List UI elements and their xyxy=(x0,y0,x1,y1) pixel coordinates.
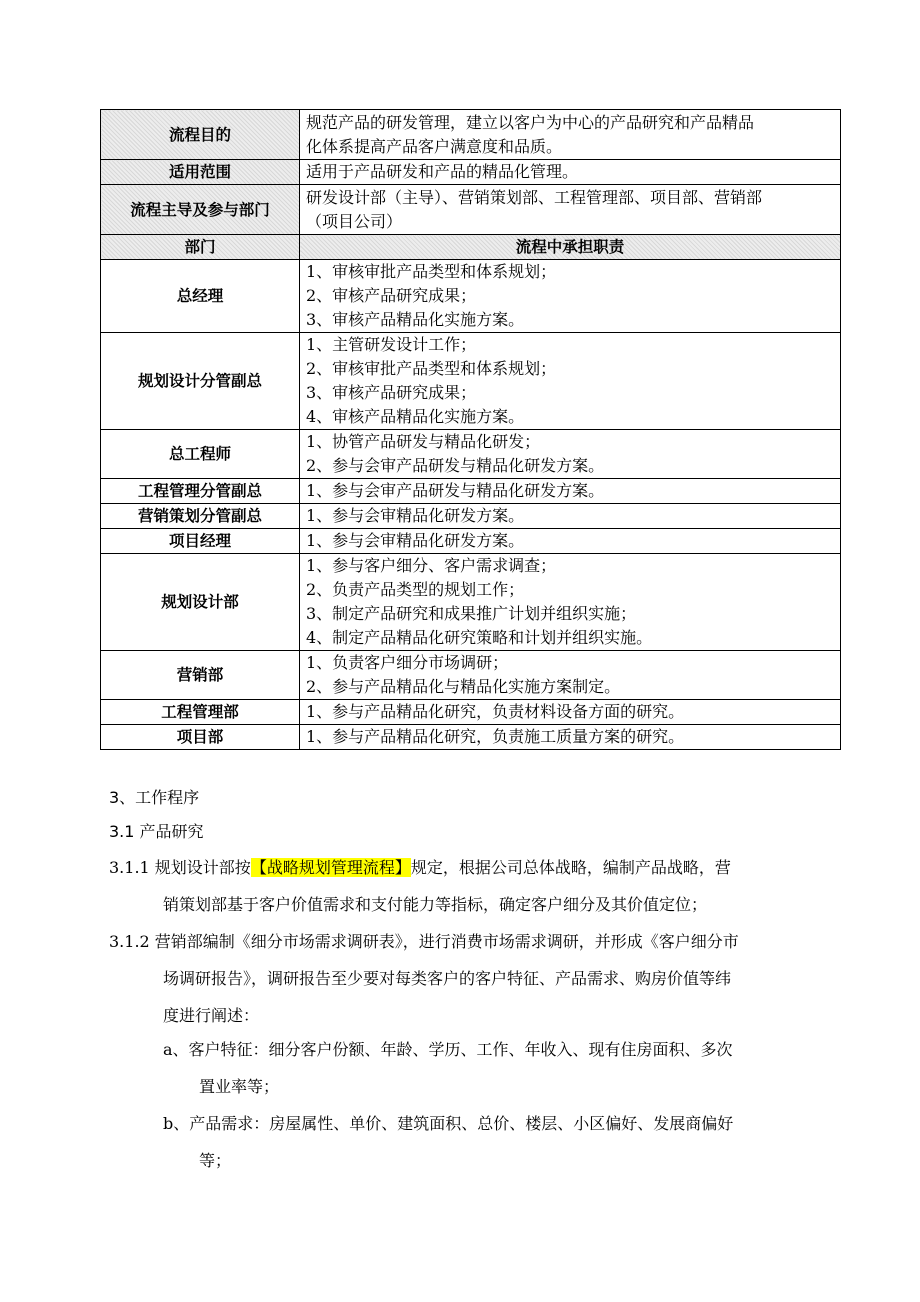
duty-dept: 工程管理部 xyxy=(101,700,300,725)
header-row xyxy=(101,235,841,260)
duty-item: 1、参与会审产品研发与精品化研发方案。 xyxy=(306,481,605,500)
duty-item: 1、审核审批产品类型和体系规划； xyxy=(306,262,557,281)
duty-row xyxy=(101,554,841,651)
p1-line-2: 销策划部基于客户价值需求和支付能力等指标，确定客户细分及其价值定位； xyxy=(163,895,708,914)
duty-list xyxy=(300,504,841,529)
process-table xyxy=(100,109,841,750)
scope-row xyxy=(101,160,841,185)
p1-prefix: 3.1.1 规划设计部按 xyxy=(109,858,251,877)
duty-item: 1、主管研发设计工作； xyxy=(306,335,477,354)
duty-list xyxy=(300,700,841,725)
duty-row xyxy=(101,529,841,554)
p2-line-1: 3.1.2 营销部编制《细分市场需求调研表》，进行消费市场需求调研，并形成《客户细分市 xyxy=(109,932,739,951)
duty-list xyxy=(300,529,841,554)
item-a-line-1: a、客户特征：细分客户份额、年龄、学历、工作、年收入、现有住房面积、多次 xyxy=(163,1040,733,1059)
header-duty: 流程中承担职责 xyxy=(300,235,841,260)
duty-list xyxy=(300,554,841,651)
duty-dept: 项目部 xyxy=(101,725,300,750)
duty-item: 1、参与产品精品化研究，负责施工质量方案的研究。 xyxy=(306,727,685,746)
strategy-process-link[interactable]: 【战略规划管理流程】 xyxy=(250,858,411,877)
duty-row xyxy=(101,725,841,750)
scope-line-1: 适用于产品研发和产品的精品化管理。 xyxy=(306,162,579,181)
purpose-line-2: 化体系提高产品客户满意度和品质。 xyxy=(306,136,563,156)
lead-row xyxy=(101,185,841,235)
duty-list xyxy=(300,260,841,333)
lead-value xyxy=(300,185,841,235)
duty-row xyxy=(101,479,841,504)
duty-item: 1、参与会审精品化研发方案。 xyxy=(306,506,525,525)
duty-item: 2、参与会审产品研发与精品化研发方案。 xyxy=(306,456,605,475)
duty-row xyxy=(101,504,841,529)
duty-dept: 工程管理分管副总 xyxy=(101,479,300,504)
item-b-line-1: b、产品需求：房屋属性、单价、建筑面积、总价、楼层、小区偏好、发展商偏好 xyxy=(163,1114,734,1133)
item-b-line-2: 等； xyxy=(199,1151,232,1170)
item-b xyxy=(163,1105,831,1179)
duty-dept: 营销部 xyxy=(101,651,300,700)
p2-line-3: 度进行阐述： xyxy=(163,1006,260,1025)
purpose-label: 流程目的 xyxy=(101,110,300,160)
paragraph-3-1-1 xyxy=(109,849,831,923)
scope-value xyxy=(300,160,841,185)
scope-label: 适用范围 xyxy=(101,160,300,185)
duty-dept: 规划设计部 xyxy=(101,554,300,651)
duty-item: 1、参与会审精品化研发方案。 xyxy=(306,531,525,550)
header-dept: 部门 xyxy=(101,235,300,260)
duty-row xyxy=(101,260,841,333)
duty-dept: 规划设计分管副总 xyxy=(101,333,300,430)
duty-item: 3、审核产品精品化实施方案。 xyxy=(306,310,525,329)
duty-item: 3、审核产品研究成果； xyxy=(306,383,477,402)
purpose-row xyxy=(101,110,841,160)
lead-line-2: （项目公司） xyxy=(306,211,403,231)
duty-row xyxy=(101,700,841,725)
item-a-line-2: 置业率等； xyxy=(199,1077,280,1096)
duty-dept: 项目经理 xyxy=(101,529,300,554)
duty-item: 1、参与产品精品化研究，负责材料设备方面的研究。 xyxy=(306,702,685,721)
purpose-value xyxy=(300,110,841,160)
duty-item: 2、审核审批产品类型和体系规划； xyxy=(306,359,557,378)
duty-list xyxy=(300,725,841,750)
duty-row xyxy=(101,651,841,700)
duty-list xyxy=(300,333,841,430)
duty-item: 1、参与客户细分、客户需求调查； xyxy=(306,556,557,575)
duty-row xyxy=(101,430,841,479)
duty-item: 2、审核产品研究成果； xyxy=(306,286,477,305)
p1-suffix: 规定，根据公司总体战略，编制产品战略，营 xyxy=(410,858,731,877)
duty-list xyxy=(300,651,841,700)
duty-dept: 营销策划分管副总 xyxy=(101,504,300,529)
duty-item: 2、参与产品精品化与精品化实施方案制定。 xyxy=(306,677,621,696)
subsection-title: 3.1 产品研究 xyxy=(109,822,204,841)
duty-list xyxy=(300,430,841,479)
purpose-line-1: 规范产品的研发管理，建立以客户为中心的产品研究和产品精品 xyxy=(306,112,755,132)
duty-dept: 总工程师 xyxy=(101,430,300,479)
duty-item: 4、审核产品精品化实施方案。 xyxy=(306,407,525,426)
duty-row xyxy=(101,333,841,430)
item-a xyxy=(163,1031,831,1105)
duty-item: 2、负责产品类型的规划工作； xyxy=(306,580,525,599)
paragraph-3-1-2 xyxy=(109,923,831,1034)
duty-item: 3、制定产品研究和成果推广计划并组织实施； xyxy=(306,604,637,623)
duty-item: 4、制定产品精品化研究策略和计划并组织实施。 xyxy=(306,628,653,647)
duty-list xyxy=(300,479,841,504)
lead-label: 流程主导及参与部门 xyxy=(101,185,300,235)
duty-item: 1、协管产品研发与精品化研发； xyxy=(306,432,541,451)
p2-line-2: 场调研报告》，调研报告至少要对每类客户的客户特征、产品需求、购房价值等纬 xyxy=(163,969,732,988)
section-title: 3、工作程序 xyxy=(109,788,200,807)
duty-dept: 总经理 xyxy=(101,260,300,333)
duty-item: 1、负责客户细分市场调研； xyxy=(306,653,509,672)
lead-line-1: 研发设计部（主导）、营销策划部、工程管理部、项目部、营销部 xyxy=(306,187,763,207)
